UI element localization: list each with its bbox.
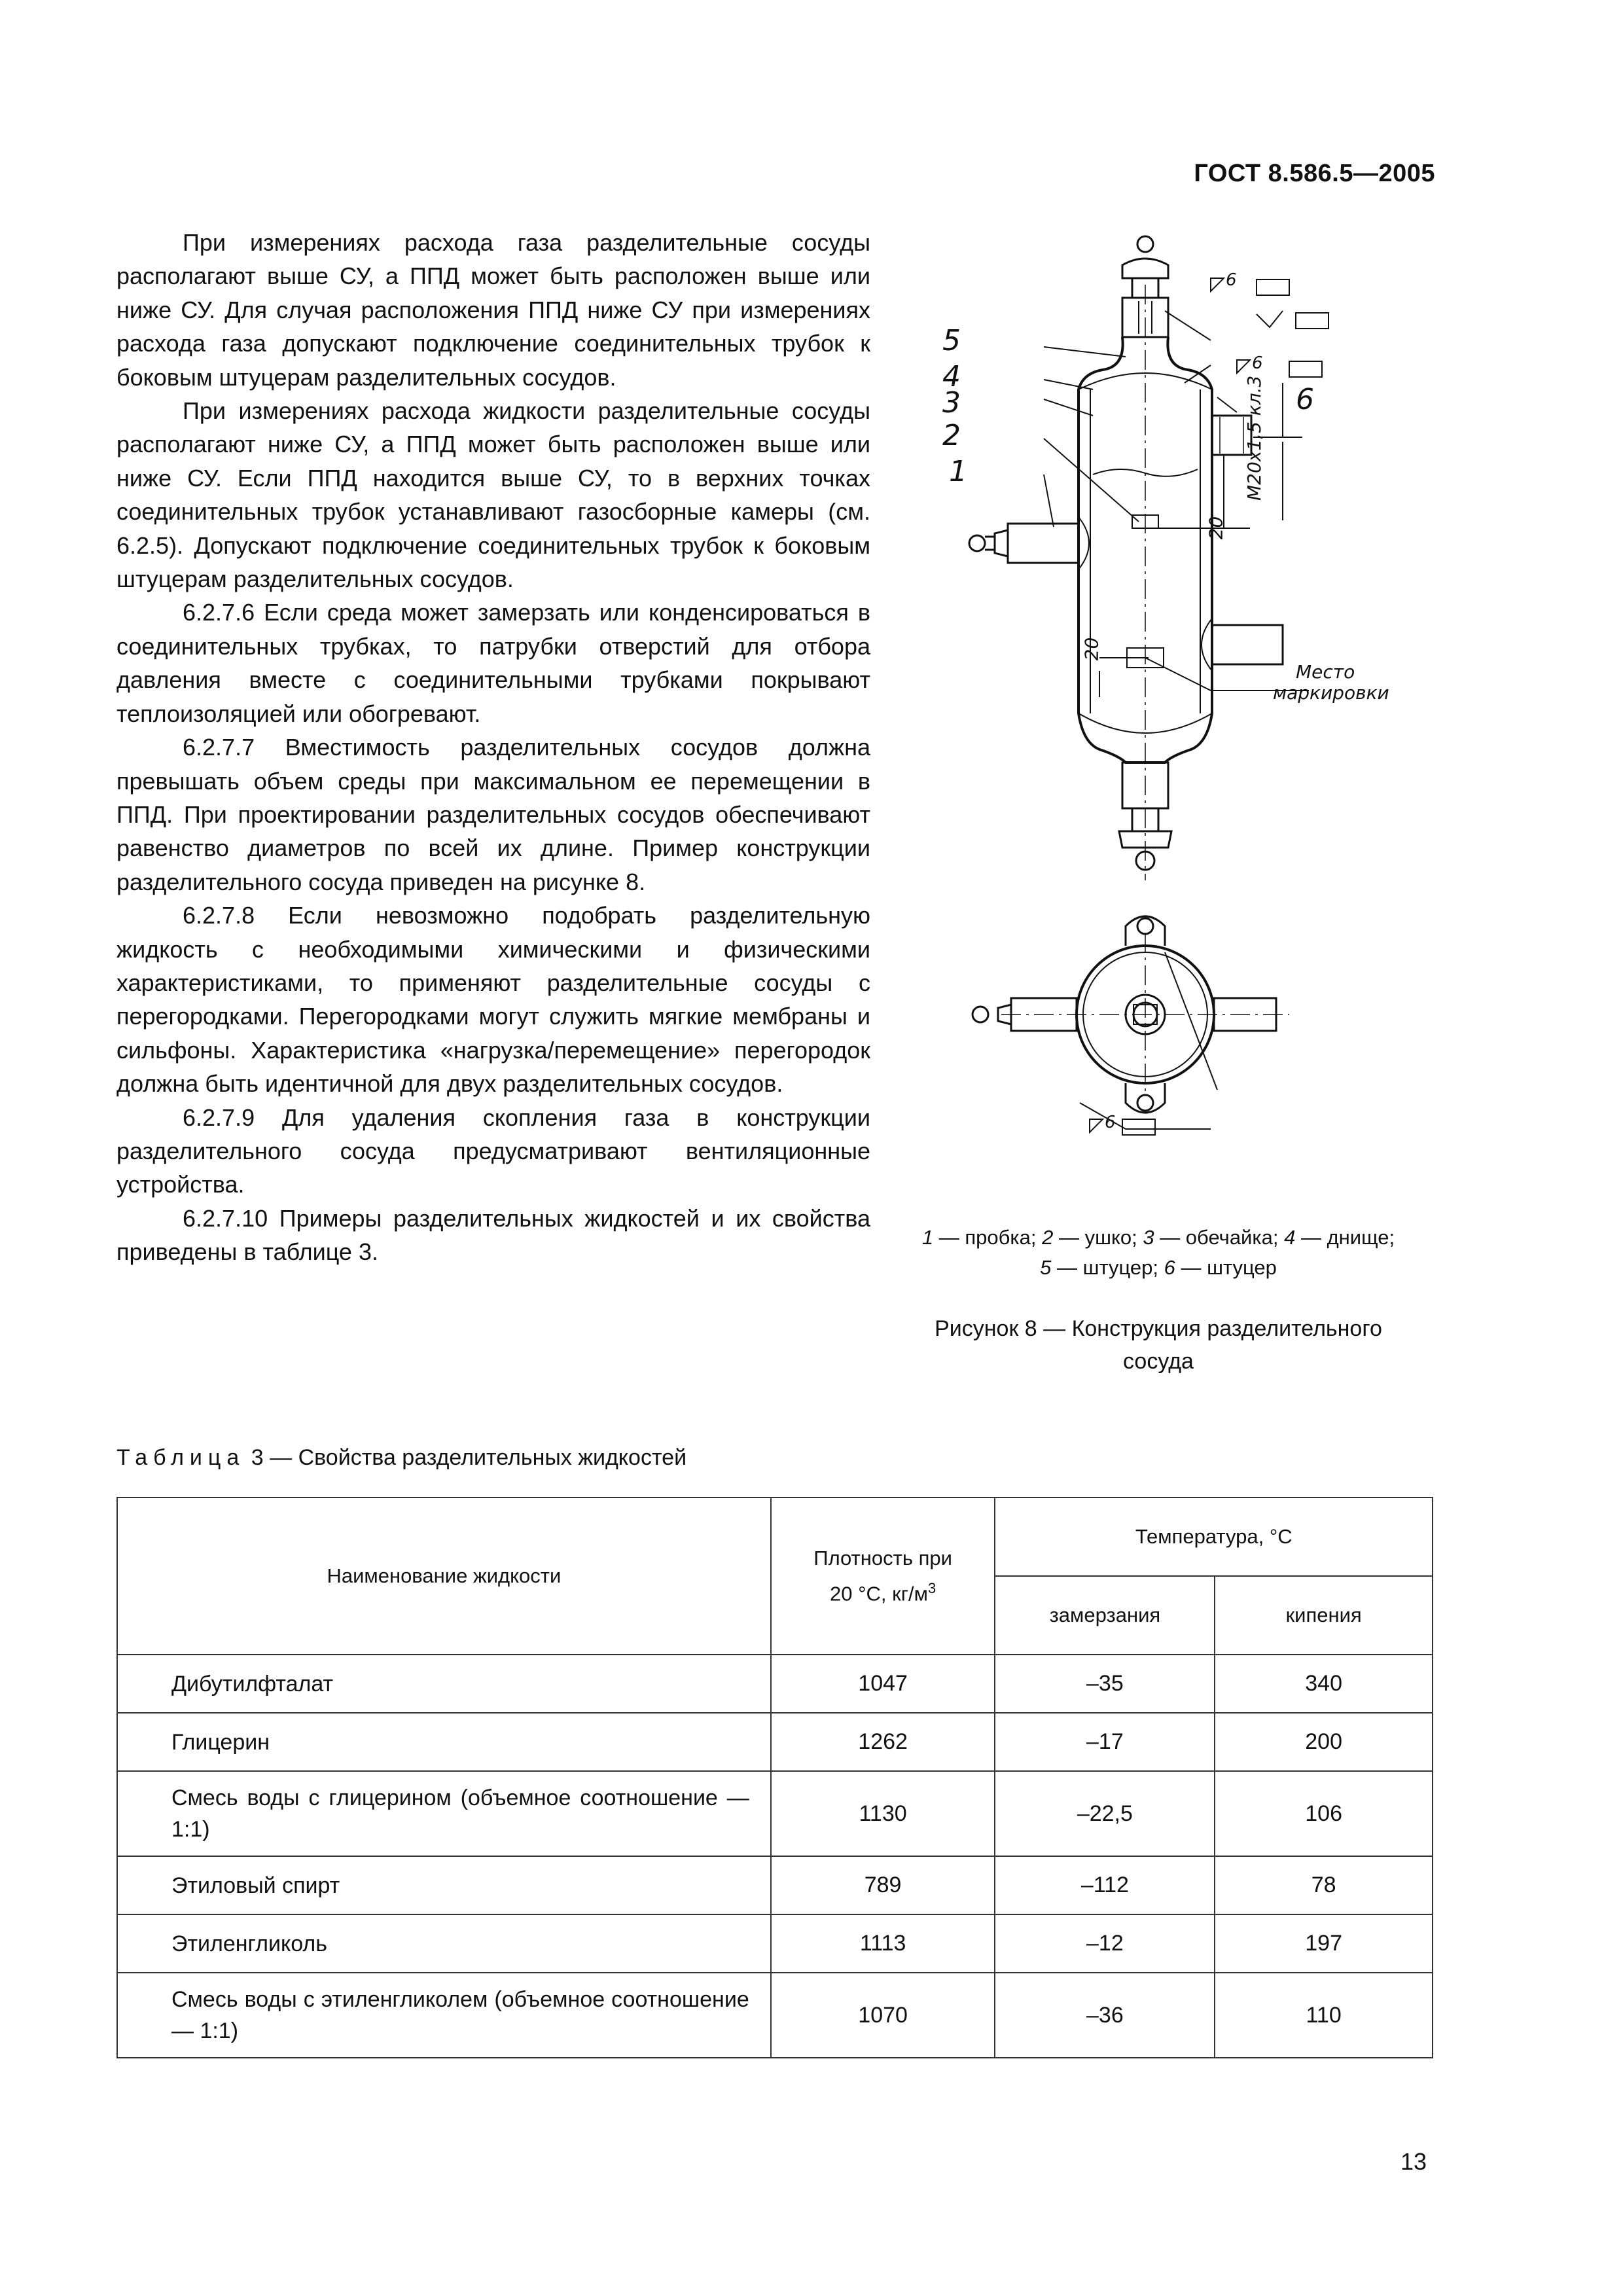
paragraph: 6.2.7.7 Вместимость разделительных сосудов должна превышать объем среды при максимальном ее перемещении в ППД. При проектировании разделительных сосудов обеспечивают равенство диаметров по всей их длине. Пример конструкции разделительного сосуда приведен на рисунке 8.: [116, 734, 870, 895]
paragraph: 6.2.7.8 Если невозможно подобрать разделительную жидкость с необходимыми химическими и физическими характеристиками, то применяют разделительные сосуды с перегородками. Перегородками могут служить мягкие мембраны и сильфоны. Характеристика «нагрузка/перемещение» перегородок должна быть идентичной для двух разделительных сосудов.: [116, 902, 870, 1098]
legend-text: — штуцер;: [1051, 1256, 1164, 1279]
header-density: [771, 1498, 995, 1655]
marking-label-line2: маркировки: [1273, 682, 1389, 704]
header-freezing: замерзания: [995, 1576, 1215, 1655]
legend-text: — ушко;: [1053, 1226, 1143, 1249]
paragraph: 6.2.7.9 Для удаления скопления газа в конструкции разделительного сосуда предусматривают вентиляционные устройства.: [116, 1103, 870, 1198]
header-density-line1: Плотность при: [813, 1546, 952, 1570]
cell-name: Этиловый спирт: [117, 1856, 771, 1914]
header-density-line2: [793, 1573, 974, 1609]
cell-freezing: –22,5: [995, 1771, 1215, 1856]
legend-num: 4: [1284, 1226, 1296, 1249]
caption-line-2: сосуда: [1123, 1349, 1194, 1374]
marking-label-line1: Место: [1296, 661, 1355, 683]
table-row: [117, 1973, 1433, 2058]
cell-name: Дибутилфталат: [117, 1655, 771, 1713]
cell-boiling: 110: [1215, 1973, 1433, 2058]
table-row: [117, 1914, 1433, 1973]
thread-label: M20x1,5 кл.3: [1243, 375, 1265, 501]
cell-freezing: –112: [995, 1856, 1215, 1914]
cell-boiling: 340: [1215, 1655, 1433, 1713]
legend-text: — штуцер: [1175, 1256, 1277, 1279]
paragraph: 6.2.7.10 Примеры разделительных жидкостей и их свойства приведены в таблице 3.: [116, 1204, 870, 1266]
cell-density: 1262: [771, 1713, 995, 1771]
weld-mark: 6: [1252, 353, 1263, 373]
table-title-label: Таблица: [116, 1445, 245, 1470]
legend-num: 5: [1040, 1256, 1052, 1279]
paragraph: При измерениях расхода жидкости разделительные сосуды располагают ниже СУ, а ППД может быть расположен выше или ниже СУ. Если ППД находится выше СУ, то в верхних точках соединительных трубок устанавливают газосборные камеры (см. 6.2.5). Допускают подключение соединительных трубок к боковым штуцерам разделительных сосудов.: [116, 397, 870, 593]
cell-freezing: –12: [995, 1914, 1215, 1973]
weld-mark: 6: [1105, 1113, 1116, 1132]
header-density-unit: 20 °С, кг/м: [830, 1582, 928, 1605]
vessel-body: [1079, 285, 1212, 880]
separator-vessel-drawing: [903, 226, 1446, 1306]
legend-line-1: [870, 1223, 1446, 1253]
body-text: [116, 226, 870, 1269]
label-2: 2: [942, 419, 961, 452]
cell-density: 1047: [771, 1655, 995, 1713]
leader-lines: [1044, 311, 1309, 691]
dimension-20: 20: [1205, 516, 1227, 540]
legend-line-2: [870, 1253, 1446, 1283]
cell-boiling: 197: [1215, 1914, 1433, 1973]
plan-view: [972, 916, 1289, 1129]
cell-freezing: –17: [995, 1713, 1215, 1771]
cell-density: 1130: [771, 1771, 995, 1856]
cell-freezing: –36: [995, 1973, 1215, 2058]
paragraph: 6.2.7.6 Если среда может замерзать или конденсироваться в соединительных трубках, то патрубки отверстий для отбора давления вместе с соединительными трубками покрывают теплоизоляцией или обогревают.: [116, 599, 870, 727]
label-6: 6: [1296, 383, 1314, 416]
cell-density: 1070: [771, 1973, 995, 2058]
cell-name: Смесь воды с этиленгликолем (объемное соотношение — 1:1): [117, 1973, 771, 2058]
legend-num: 2: [1042, 1226, 1054, 1249]
dimension-20: 20: [1080, 637, 1103, 661]
header-name: Наименование жидкости: [117, 1498, 771, 1655]
cell-boiling: 200: [1215, 1713, 1433, 1771]
header-temperature: Температура, °С: [995, 1498, 1433, 1576]
cell-boiling: 78: [1215, 1856, 1433, 1914]
table-row: [117, 1856, 1433, 1914]
header-boiling: кипения: [1215, 1576, 1433, 1655]
legend-num: 3: [1143, 1226, 1154, 1249]
legend-num: 1: [921, 1226, 934, 1249]
side-fittings: [969, 416, 1283, 671]
page-number: 13: [1400, 2148, 1427, 2175]
weld-symbols: [1090, 278, 1329, 1135]
caption-line-1: Рисунок 8 — Конструкция разделительного: [935, 1316, 1382, 1341]
legend-num: 6: [1164, 1256, 1175, 1279]
figure-caption: [897, 1312, 1420, 1378]
liquids-properties-table: [116, 1497, 1433, 2058]
table-row: [117, 1771, 1433, 1856]
cell-density: 1113: [771, 1914, 995, 1973]
cell-density: 789: [771, 1856, 995, 1914]
standard-id: ГОСТ 8.586.5—2005: [1194, 160, 1435, 187]
cell-name: Смесь воды с глицерином (объемное соотношение — 1:1): [117, 1771, 771, 1856]
label-4: 4: [942, 360, 961, 393]
figure-legend: [870, 1223, 1446, 1283]
table-title: [116, 1445, 687, 1471]
table-row: [117, 1713, 1433, 1771]
cell-name: Этиленгликоль: [117, 1914, 771, 1973]
legend-text: — обечайка;: [1154, 1226, 1285, 1249]
table-row: [117, 1655, 1433, 1713]
cell-name: Глицерин: [117, 1713, 771, 1771]
label-1: 1: [949, 455, 967, 488]
legend-text: — пробка;: [933, 1226, 1043, 1249]
paragraph: При измерениях расхода газа разделительные сосуды располагают выше СУ, а ППД может быть расположен выше или ниже СУ. Для случая расположения ППД ниже СУ при измерениях расхода газа допускают подключение соединительных трубок к боковым штуцерам разделительных сосудов.: [116, 229, 870, 391]
header-density-sup: 3: [927, 1579, 936, 1596]
cell-freezing: –35: [995, 1655, 1215, 1713]
figure-8: [903, 226, 1446, 1306]
cell-boiling: 106: [1215, 1771, 1433, 1856]
table-header-row: [117, 1498, 1433, 1576]
label-3: 3: [942, 386, 961, 420]
label-5: 5: [942, 324, 961, 357]
table-title-text: 3 — Свойства разделительных жидкостей: [251, 1445, 687, 1470]
legend-text: — днище;: [1295, 1226, 1395, 1249]
weld-mark: 6: [1226, 270, 1237, 290]
